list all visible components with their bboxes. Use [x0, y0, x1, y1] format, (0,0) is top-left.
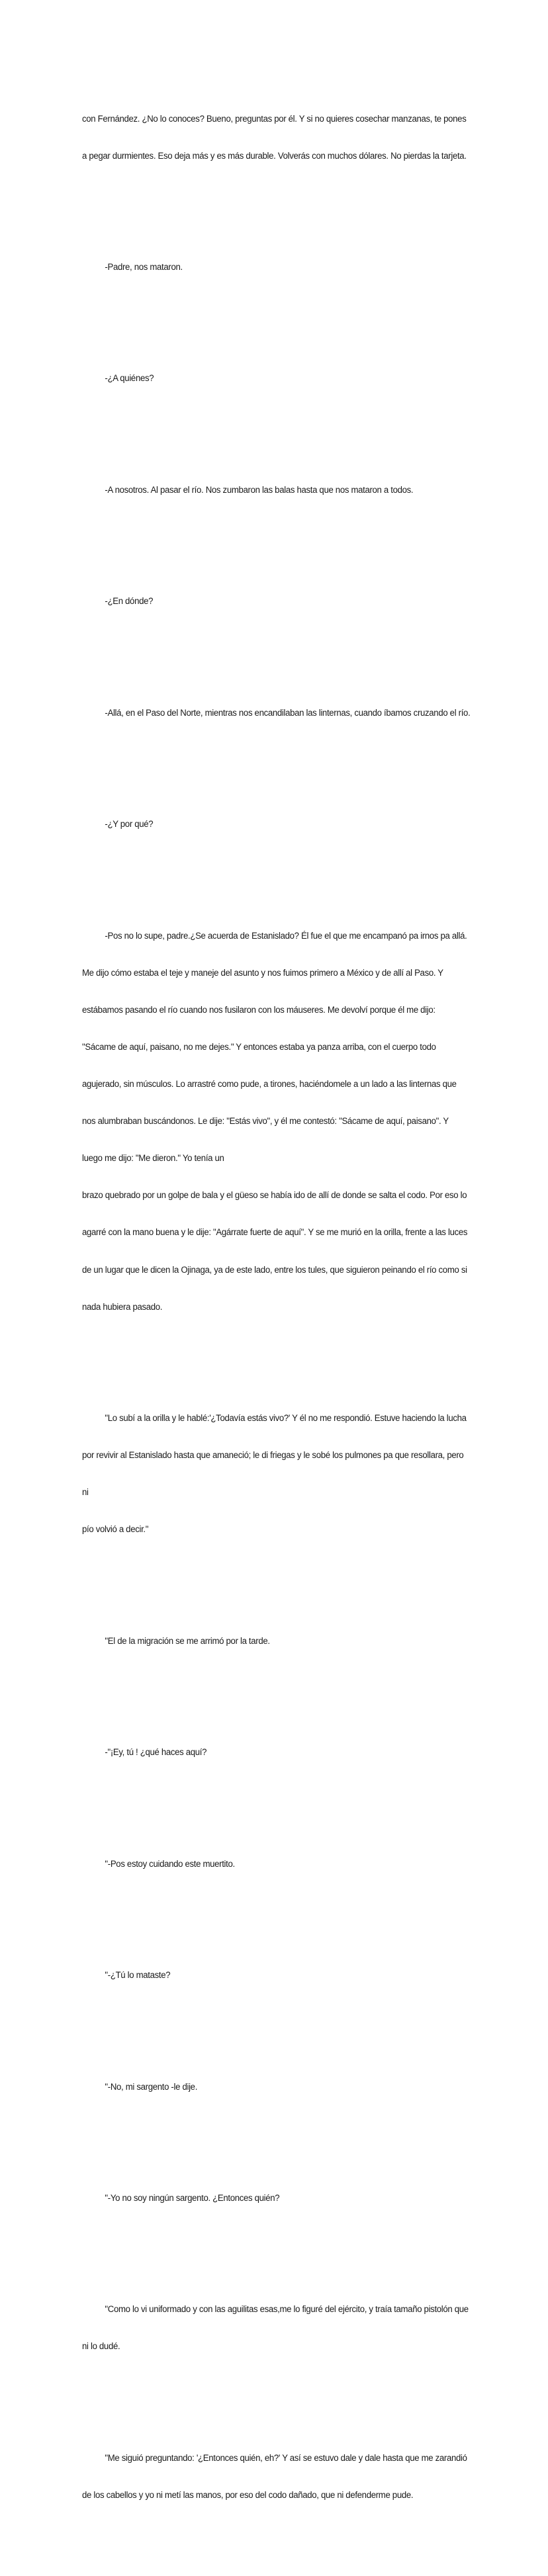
- text-line: "-¿Tú lo mataste?: [105, 1970, 171, 1981]
- paragraph-3: [82, 348, 500, 410]
- text-line: pío volvió a decir.": [82, 1524, 149, 1535]
- text-line: a pegar durmientes. Eso deja más y es más durable. Volverás con muchos dólares. No pierdas la tarjeta.: [82, 150, 467, 161]
- text-line: nada hubiera pasado.: [82, 1301, 163, 1312]
- text-line: brazo quebrado por un golpe de bala y el güeso se había ido de allí de donde se salta el codo. Por eso lo: [82, 1190, 467, 1201]
- paragraph-8: [82, 905, 500, 1338]
- text-line: "-Yo no soy ningún sargento. ¿Entonces quién?: [105, 2192, 280, 2204]
- text-line: luego me dijo: "Me dieron." Yo tenía un: [82, 1153, 224, 1164]
- text-line: "Como lo vi uniformado y con las aguilitas esas,me lo figuré del ejército, y traía tamaño pistolón que: [105, 2304, 469, 2315]
- paragraph-13: [82, 1945, 500, 2007]
- text-line: -Pos no lo supe, padre.¿Se acuerda de Estanislado? Él fue el que me encampanó pa irnos pa allá.: [105, 930, 467, 941]
- text-line: agarré con la mano buena y le dije: "Agárrate fuerte de aquí". Y se me murió en la orilla, frente a las luces: [82, 1227, 468, 1238]
- text-line: de un lugar que le dicen la Ojinaga, ya de este lado, entre los tules, que siguieron peinando el río como si: [82, 1264, 467, 1275]
- paragraph-14: [82, 2056, 500, 2118]
- text-line: -Allá, en el Paso del Norte, mientras nos encandilaban las linternas, cuando íbamos cruzando el río.: [105, 707, 471, 718]
- text-line: con Fernández. ¿No lo conoces? Bueno, preguntas por él. Y si no quieres cosechar manzanas, te pones: [82, 113, 467, 124]
- paragraph-1: [82, 88, 500, 187]
- text-line: ni lo dudé.: [82, 2341, 120, 2352]
- document-page: [82, 51, 500, 2576]
- text-line: "Lo subí a la orilla y le hablé:'¿Todavía estás vivo?' Y él no me respondió. Estuve haciendo la lucha: [105, 1413, 467, 1424]
- text-line: estábamos pasando el río cuando nos fusilaron con los máuseres. Me devolví porque él me dijo:: [82, 1004, 435, 1015]
- text-line: "Sácame de aquí, paisano, no me dejes." Y entonces estaba ya panza arriba, con el cuerpo todo: [82, 1041, 436, 1052]
- paragraph-5: [82, 571, 500, 633]
- text-line: agujerado, sin músculos. Lo arrastré como pude, a tirones, haciéndomele a un lado a las linternas que: [82, 1079, 457, 1090]
- paragraph-11: [82, 1722, 500, 1784]
- text-line: -¿A quiénes?: [105, 373, 154, 384]
- text-line: -"¡Ey, tú ! ¿qué haces aquí?: [105, 1747, 207, 1758]
- paragraph-17: [82, 2428, 500, 2527]
- paragraph-6: [82, 682, 500, 744]
- text-line: "-Pos estoy cuidando este muertito.: [105, 1858, 235, 1869]
- paragraph-7: [82, 794, 500, 856]
- text-line: nos alumbraban buscándonos. Le dije: "Estás vivo", y él me contestó: "Sácame de aquí, paisano". Y: [82, 1116, 449, 1127]
- paragraph-4: [82, 459, 500, 521]
- paragraph-10: [82, 1610, 500, 1672]
- paragraph-9: [82, 1388, 500, 1561]
- paragraph-16: [82, 2279, 500, 2378]
- paragraph-12: [82, 1833, 500, 1895]
- text-line: -Padre, nos mataron.: [105, 262, 183, 273]
- text-line: "El de la migración se me arrimó por la tarde.: [105, 1635, 270, 1647]
- text-line: de los cabellos y yo ni metí las manos, por eso del codo dañado, que ni defenderme pude.: [82, 2490, 414, 2501]
- text-line: Me dijo cómo estaba el teje y maneje del asunto y nos fuimos primero a México y de allí al Paso. Y: [82, 967, 443, 978]
- text-line: "-No, mi sargento -le dije.: [105, 2081, 198, 2092]
- text-line: -A nosotros. Al pasar el río. Nos zumbaron las balas hasta que nos mataron a todos.: [105, 484, 414, 495]
- text-line: por revivir al Estanislado hasta que amaneció; le di friegas y le sobé los pulmones pa que resollara, pero: [82, 1450, 464, 1461]
- text-line: -¿Y por qué?: [105, 819, 154, 830]
- paragraph-15: [82, 2168, 500, 2230]
- text-line: ni: [82, 1487, 89, 1498]
- text-line: "Me siguió preguntando: '¿Entonces quién, eh?' Y así se estuvo dale y dale hasta que me zarandió: [105, 2452, 467, 2464]
- paragraph-2: [82, 237, 500, 299]
- document-body: [82, 51, 500, 2576]
- text-line: -¿En dónde?: [105, 596, 154, 607]
